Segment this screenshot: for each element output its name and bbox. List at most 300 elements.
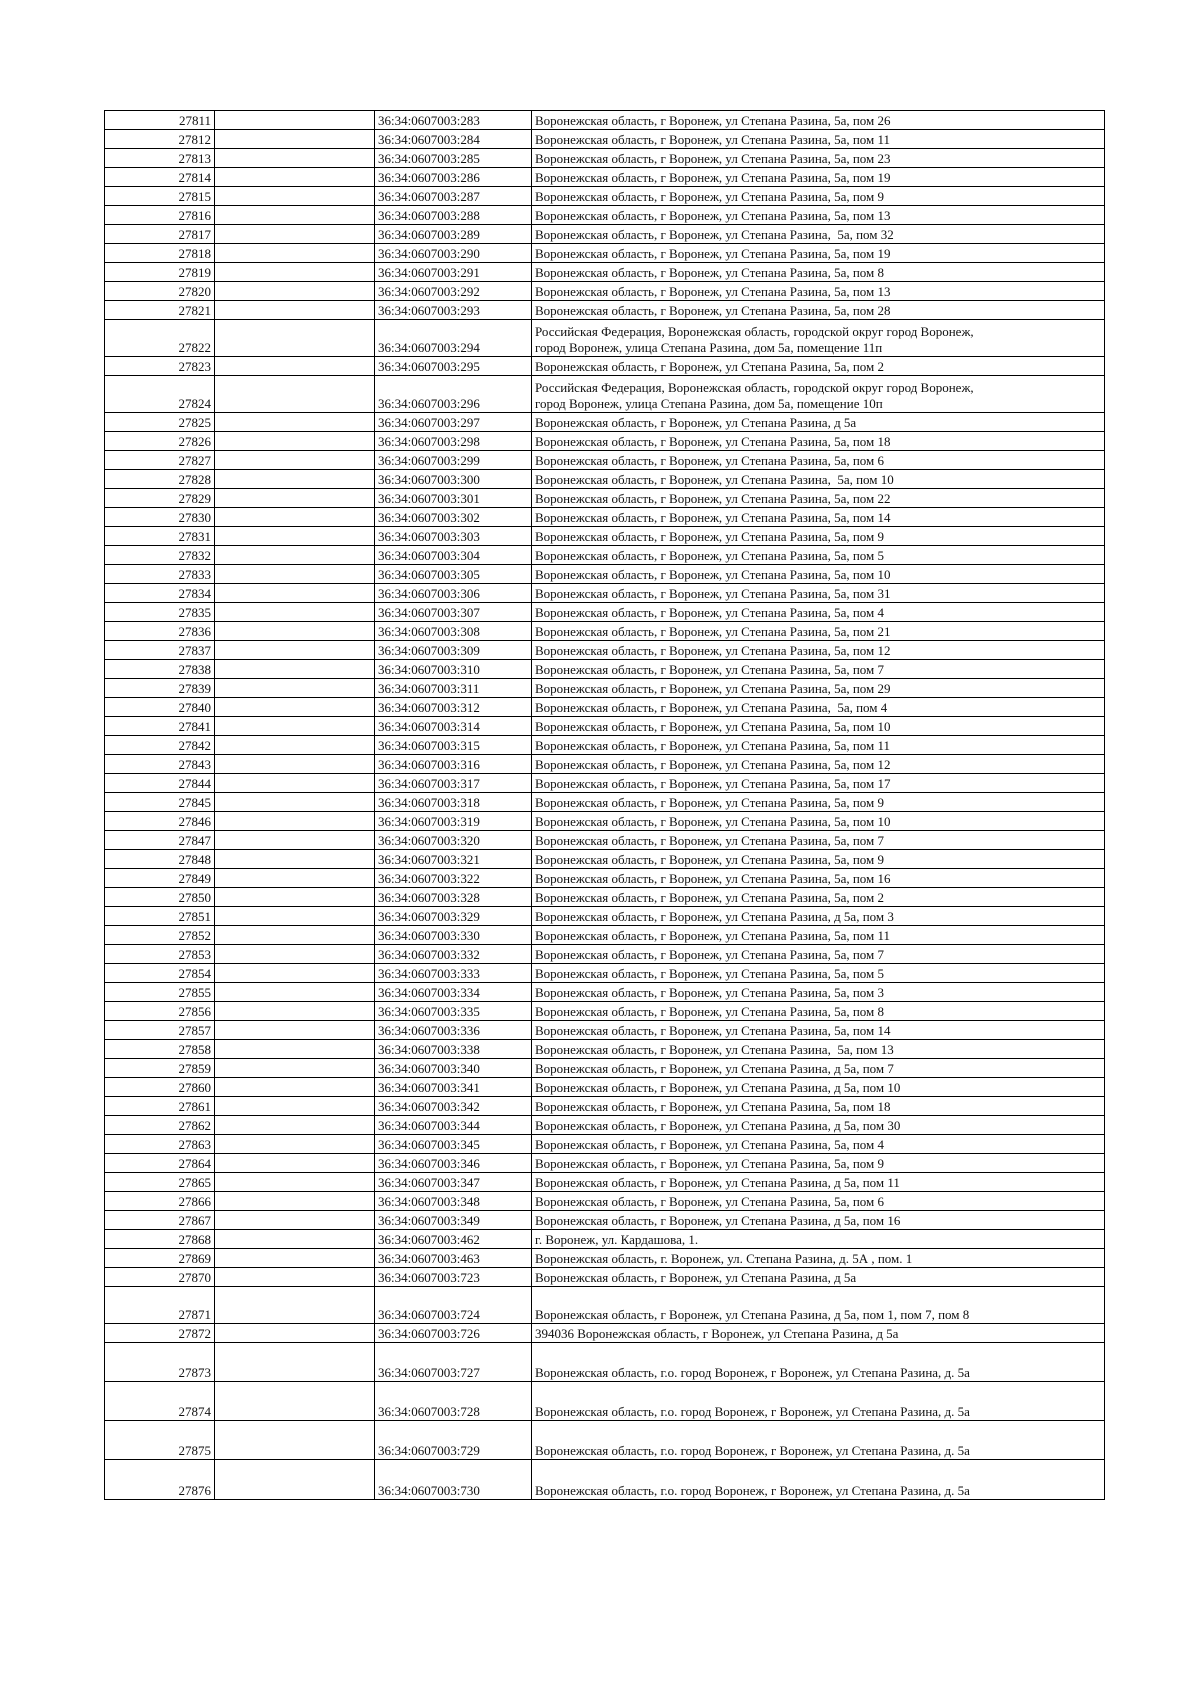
table-row (105, 964, 1105, 983)
cadastral-number-cell: 36:34:0607003:340 (375, 1059, 532, 1078)
empty-cell (215, 1192, 375, 1211)
cadastral-number-cell: 36:34:0607003:347 (375, 1173, 532, 1192)
address-cell: Воронежская область, г Воронеж, ул Степана Разина, 5а, пом 9 (532, 187, 1105, 206)
address-cell: Воронежская область, г Воронеж, ул Степана Разина, 5а, пом 5 (532, 964, 1105, 983)
cadastral-number-cell: 36:34:0607003:311 (375, 679, 532, 698)
table-row (105, 774, 1105, 793)
cadastral-number-cell: 36:34:0607003:302 (375, 508, 532, 527)
row-number-cell: 27871 (105, 1287, 215, 1324)
row-number-cell: 27873 (105, 1343, 215, 1382)
cadastral-number-cell: 36:34:0607003:727 (375, 1343, 532, 1382)
row-number-cell: 27842 (105, 736, 215, 755)
row-number-cell: 27834 (105, 584, 215, 603)
table-row (105, 376, 1105, 413)
address-cell: Воронежская область, г Воронеж, ул Степана Разина, 5а, пом 5 (532, 546, 1105, 565)
row-number-cell: 27826 (105, 432, 215, 451)
address-cell: Российская Федерация, Воронежская область, городской округ город Воронеж, город Воронеж, улица Степана Разина, дом 5а, помещение 11п (532, 320, 1105, 357)
cadastral-number-cell: 36:34:0607003:316 (375, 755, 532, 774)
cadastral-number-cell: 36:34:0607003:292 (375, 282, 532, 301)
row-number-cell: 27857 (105, 1021, 215, 1040)
row-number-cell: 27823 (105, 357, 215, 376)
address-cell: Воронежская область, г Воронеж, ул Степана Разина, 5а, пом 10 (532, 717, 1105, 736)
cadastral-number-cell: 36:34:0607003:288 (375, 206, 532, 225)
cadastral-number-cell: 36:34:0607003:300 (375, 470, 532, 489)
address-cell: Воронежская область, г Воронеж, ул Степана Разина, 5а, пом 11 (532, 736, 1105, 755)
empty-cell (215, 168, 375, 187)
row-number-cell: 27812 (105, 130, 215, 149)
empty-cell (215, 225, 375, 244)
row-number-cell: 27845 (105, 793, 215, 812)
row-number-cell: 27824 (105, 376, 215, 413)
table-row (105, 869, 1105, 888)
row-number-cell: 27831 (105, 527, 215, 546)
empty-cell (215, 320, 375, 357)
empty-cell (215, 641, 375, 660)
row-number-cell: 27815 (105, 187, 215, 206)
address-cell: Воронежская область, г Воронеж, ул Степана Разина, д 5а, пом 30 (532, 1116, 1105, 1135)
table-row (105, 149, 1105, 168)
table-row (105, 926, 1105, 945)
address-cell: Воронежская область, г.о. город Воронеж, г Воронеж, ул Степана Разина, д. 5а (532, 1343, 1105, 1382)
address-cell: Воронежская область, г Воронеж, ул Степана Разина, 5а, пом 13 (532, 282, 1105, 301)
address-cell: Воронежская область, г Воронеж, ул Степана Разина, 5а, пом 13 (532, 1040, 1105, 1059)
row-number-cell: 27863 (105, 1135, 215, 1154)
empty-cell (215, 926, 375, 945)
row-number-cell: 27861 (105, 1097, 215, 1116)
table-row (105, 1021, 1105, 1040)
table-row (105, 907, 1105, 926)
cadastral-number-cell: 36:34:0607003:726 (375, 1324, 532, 1343)
row-number-cell: 27843 (105, 755, 215, 774)
empty-cell (215, 282, 375, 301)
cadastral-number-cell: 36:34:0607003:329 (375, 907, 532, 926)
address-cell: Воронежская область, г Воронеж, ул Степана Разина, 5а, пом 18 (532, 432, 1105, 451)
cadastral-number-cell: 36:34:0607003:306 (375, 584, 532, 603)
empty-cell (215, 793, 375, 812)
address-cell: Воронежская область, г Воронеж, ул Степана Разина, 5а, пом 8 (532, 1002, 1105, 1021)
empty-cell (215, 679, 375, 698)
row-number-cell: 27868 (105, 1230, 215, 1249)
row-number-cell: 27852 (105, 926, 215, 945)
row-number-cell: 27811 (105, 111, 215, 130)
address-cell: Воронежская область, г Воронеж, ул Степана Разина, 5а, пом 14 (532, 1021, 1105, 1040)
address-cell: Воронежская область, г Воронеж, ул Степана Разина, 5а, пом 9 (532, 793, 1105, 812)
address-cell: 394036 Воронежская область, г Воронеж, ул Степана Разина, д 5а (532, 1324, 1105, 1343)
row-number-cell: 27814 (105, 168, 215, 187)
cadastral-number-cell: 36:34:0607003:310 (375, 660, 532, 679)
table-row (105, 736, 1105, 755)
empty-cell (215, 584, 375, 603)
row-number-cell: 27864 (105, 1154, 215, 1173)
table-row (105, 1059, 1105, 1078)
table-row (105, 1324, 1105, 1343)
cadastral-number-cell: 36:34:0607003:283 (375, 111, 532, 130)
address-cell: Воронежская область, г Воронеж, ул Степана Разина, 5а, пом 9 (532, 850, 1105, 869)
row-number-cell: 27860 (105, 1078, 215, 1097)
table-row (105, 717, 1105, 736)
table-row (105, 111, 1105, 130)
address-cell: Воронежская область, г.о. город Воронеж, г Воронеж, ул Степана Разина, д. 5а (532, 1460, 1105, 1500)
row-number-cell: 27856 (105, 1002, 215, 1021)
address-cell: Воронежская область, г Воронеж, ул Степана Разина, 5а, пом 7 (532, 831, 1105, 850)
table-row (105, 812, 1105, 831)
table-row (105, 1078, 1105, 1097)
address-cell: Воронежская область, г. Воронеж, ул. Степана Разина, д. 5А , пом. 1 (532, 1249, 1105, 1268)
address-cell: Воронежская область, г Воронеж, ул Степана Разина, 5а, пом 10 (532, 470, 1105, 489)
cadastral-number-cell: 36:34:0607003:286 (375, 168, 532, 187)
cadastral-number-cell: 36:34:0607003:318 (375, 793, 532, 812)
table-row (105, 1211, 1105, 1230)
table-row (105, 1002, 1105, 1021)
empty-cell (215, 983, 375, 1002)
cadastral-number-cell: 36:34:0607003:319 (375, 812, 532, 831)
table-row (105, 1460, 1105, 1500)
empty-cell (215, 1324, 375, 1343)
row-number-cell: 27874 (105, 1382, 215, 1421)
empty-cell (215, 1382, 375, 1421)
cadastral-number-cell: 36:34:0607003:293 (375, 301, 532, 320)
table-row (105, 603, 1105, 622)
table-row (105, 282, 1105, 301)
address-cell: Российская Федерация, Воронежская область, городской округ город Воронеж, город Воронеж, улица Степана Разина, дом 5а, помещение 10п (532, 376, 1105, 413)
cadastral-number-cell: 36:34:0607003:307 (375, 603, 532, 622)
empty-cell (215, 1268, 375, 1287)
cadastral-number-cell: 36:34:0607003:289 (375, 225, 532, 244)
empty-cell (215, 888, 375, 907)
cadastral-number-cell: 36:34:0607003:330 (375, 926, 532, 945)
cadastral-number-cell: 36:34:0607003:295 (375, 357, 532, 376)
empty-cell (215, 470, 375, 489)
row-number-cell: 27866 (105, 1192, 215, 1211)
table-row (105, 945, 1105, 964)
cadastral-number-cell: 36:34:0607003:321 (375, 850, 532, 869)
cadastral-number-cell: 36:34:0607003:335 (375, 1002, 532, 1021)
cadastral-number-cell: 36:34:0607003:723 (375, 1268, 532, 1287)
address-cell: Воронежская область, г Воронеж, ул Степана Разина, 5а, пом 17 (532, 774, 1105, 793)
row-number-cell: 27816 (105, 206, 215, 225)
row-number-cell: 27828 (105, 470, 215, 489)
address-cell: Воронежская область, г Воронеж, ул Степана Разина, 5а, пом 4 (532, 698, 1105, 717)
row-number-cell: 27819 (105, 263, 215, 282)
table-row (105, 225, 1105, 244)
row-number-cell: 27813 (105, 149, 215, 168)
cadastral-number-cell: 36:34:0607003:299 (375, 451, 532, 470)
row-number-cell: 27862 (105, 1116, 215, 1135)
empty-cell (215, 130, 375, 149)
empty-cell (215, 1116, 375, 1135)
empty-cell (215, 831, 375, 850)
row-number-cell: 27851 (105, 907, 215, 926)
table-row (105, 793, 1105, 812)
table-row (105, 831, 1105, 850)
cadastral-number-cell: 36:34:0607003:346 (375, 1154, 532, 1173)
empty-cell (215, 1021, 375, 1040)
cadastral-number-cell: 36:34:0607003:334 (375, 983, 532, 1002)
table-row (105, 1230, 1105, 1249)
address-cell: Воронежская область, г Воронеж, ул Степана Разина, 5а, пом 9 (532, 527, 1105, 546)
cadastral-number-cell: 36:34:0607003:291 (375, 263, 532, 282)
cadastral-number-cell: 36:34:0607003:333 (375, 964, 532, 983)
empty-cell (215, 1249, 375, 1268)
table-row (105, 527, 1105, 546)
table-row (105, 1154, 1105, 1173)
row-number-cell: 27844 (105, 774, 215, 793)
row-number-cell: 27855 (105, 983, 215, 1002)
empty-cell (215, 489, 375, 508)
cadastral-number-cell: 36:34:0607003:332 (375, 945, 532, 964)
empty-cell (215, 869, 375, 888)
row-number-cell: 27869 (105, 1249, 215, 1268)
cadastral-number-cell: 36:34:0607003:724 (375, 1287, 532, 1324)
table-row (105, 1268, 1105, 1287)
table-row (105, 413, 1105, 432)
empty-cell (215, 1154, 375, 1173)
empty-cell (215, 1078, 375, 1097)
table-row (105, 130, 1105, 149)
cadastral-number-cell: 36:34:0607003:305 (375, 565, 532, 584)
table-row (105, 432, 1105, 451)
address-cell: Воронежская область, г Воронеж, ул Степана Разина, 5а, пом 11 (532, 926, 1105, 945)
empty-cell (215, 660, 375, 679)
cadastral-number-cell: 36:34:0607003:345 (375, 1135, 532, 1154)
cadastral-number-cell: 36:34:0607003:303 (375, 527, 532, 546)
table-row (105, 983, 1105, 1002)
address-cell: Воронежская область, г Воронеж, ул Степана Разина, 5а, пом 13 (532, 206, 1105, 225)
table-row (105, 1173, 1105, 1192)
row-number-cell: 27839 (105, 679, 215, 698)
table-row (105, 206, 1105, 225)
empty-cell (215, 413, 375, 432)
address-cell: Воронежская область, г Воронеж, ул Степана Разина, д 5а, пом 7 (532, 1059, 1105, 1078)
empty-cell (215, 432, 375, 451)
row-number-cell: 27853 (105, 945, 215, 964)
table-row (105, 357, 1105, 376)
empty-cell (215, 263, 375, 282)
empty-cell (215, 812, 375, 831)
row-number-cell: 27832 (105, 546, 215, 565)
cadastral-number-cell: 36:34:0607003:314 (375, 717, 532, 736)
address-cell: Воронежская область, г Воронеж, ул Степана Разина, 5а, пом 2 (532, 888, 1105, 907)
row-number-cell: 27848 (105, 850, 215, 869)
row-number-cell: 27825 (105, 413, 215, 432)
empty-cell (215, 1097, 375, 1116)
empty-cell (215, 1135, 375, 1154)
cadastral-number-cell: 36:34:0607003:322 (375, 869, 532, 888)
table-row (105, 301, 1105, 320)
cadastral-number-cell: 36:34:0607003:309 (375, 641, 532, 660)
table-row (105, 850, 1105, 869)
address-cell: Воронежская область, г Воронеж, ул Степана Разина, д 5а (532, 1268, 1105, 1287)
cadastral-number-cell: 36:34:0607003:285 (375, 149, 532, 168)
table-row (105, 1097, 1105, 1116)
table-row (105, 660, 1105, 679)
table-row (105, 1287, 1105, 1324)
cadastral-number-cell: 36:34:0607003:462 (375, 1230, 532, 1249)
address-cell: Воронежская область, г Воронеж, ул Степана Разина, д 5а, пом 10 (532, 1078, 1105, 1097)
empty-cell (215, 527, 375, 546)
address-cell: Воронежская область, г Воронеж, ул Степана Разина, д 5а (532, 413, 1105, 432)
cadastral-number-cell: 36:34:0607003:320 (375, 831, 532, 850)
address-cell: Воронежская область, г Воронеж, ул Степана Разина, 5а, пом 4 (532, 603, 1105, 622)
property-register-table (104, 110, 1105, 1500)
address-cell: Воронежская область, г Воронеж, ул Степана Разина, 5а, пом 18 (532, 1097, 1105, 1116)
row-number-cell: 27833 (105, 565, 215, 584)
cadastral-number-cell: 36:34:0607003:308 (375, 622, 532, 641)
empty-cell (215, 850, 375, 869)
row-number-cell: 27837 (105, 641, 215, 660)
address-cell: Воронежская область, г Воронеж, ул Степана Разина, 5а, пом 7 (532, 660, 1105, 679)
row-number-cell: 27847 (105, 831, 215, 850)
table-row (105, 1040, 1105, 1059)
address-cell: Воронежская область, г Воронеж, ул Степана Разина, 5а, пом 8 (532, 263, 1105, 282)
table-row (105, 698, 1105, 717)
table-row (105, 470, 1105, 489)
cadastral-number-cell: 36:34:0607003:317 (375, 774, 532, 793)
row-number-cell: 27875 (105, 1421, 215, 1460)
empty-cell (215, 1230, 375, 1249)
cadastral-number-cell: 36:34:0607003:348 (375, 1192, 532, 1211)
row-number-cell: 27867 (105, 1211, 215, 1230)
row-number-cell: 27817 (105, 225, 215, 244)
cadastral-number-cell: 36:34:0607003:338 (375, 1040, 532, 1059)
table-row (105, 489, 1105, 508)
table-row (105, 584, 1105, 603)
table-row (105, 888, 1105, 907)
cadastral-number-cell: 36:34:0607003:284 (375, 130, 532, 149)
empty-cell (215, 717, 375, 736)
cadastral-number-cell: 36:34:0607003:463 (375, 1249, 532, 1268)
row-number-cell: 27820 (105, 282, 215, 301)
table-row (105, 1421, 1105, 1460)
table-row (105, 546, 1105, 565)
empty-cell (215, 206, 375, 225)
cadastral-number-cell: 36:34:0607003:349 (375, 1211, 532, 1230)
address-cell: Воронежская область, г.о. город Воронеж, г Воронеж, ул Степана Разина, д. 5а (532, 1421, 1105, 1460)
cadastral-number-cell: 36:34:0607003:729 (375, 1421, 532, 1460)
row-number-cell: 27827 (105, 451, 215, 470)
address-cell: Воронежская область, г Воронеж, ул Степана Разина, 5а, пом 32 (532, 225, 1105, 244)
empty-cell (215, 357, 375, 376)
table-row (105, 1135, 1105, 1154)
address-cell: Воронежская область, г Воронеж, ул Степана Разина, 5а, пом 10 (532, 565, 1105, 584)
address-cell: Воронежская область, г Воронеж, ул Степана Разина, 5а, пом 21 (532, 622, 1105, 641)
table-row (105, 1382, 1105, 1421)
empty-cell (215, 301, 375, 320)
table-row (105, 451, 1105, 470)
address-cell: Воронежская область, г Воронеж, ул Степана Разина, 5а, пом 16 (532, 869, 1105, 888)
empty-cell (215, 1040, 375, 1059)
table-row (105, 1249, 1105, 1268)
address-cell: Воронежская область, г Воронеж, ул Степана Разина, 5а, пом 29 (532, 679, 1105, 698)
address-cell: Воронежская область, г Воронеж, ул Степана Разина, 5а, пом 6 (532, 451, 1105, 470)
address-cell: Воронежская область, г Воронеж, ул Степана Разина, 5а, пом 10 (532, 812, 1105, 831)
empty-cell (215, 1460, 375, 1500)
row-number-cell: 27846 (105, 812, 215, 831)
cadastral-number-cell: 36:34:0607003:328 (375, 888, 532, 907)
row-number-cell: 27858 (105, 1040, 215, 1059)
table-row (105, 1192, 1105, 1211)
table-row (105, 1343, 1105, 1382)
table-row (105, 565, 1105, 584)
empty-cell (215, 774, 375, 793)
row-number-cell: 27849 (105, 869, 215, 888)
table-row (105, 187, 1105, 206)
empty-cell (215, 1343, 375, 1382)
empty-cell (215, 111, 375, 130)
table-row (105, 168, 1105, 187)
row-number-cell: 27841 (105, 717, 215, 736)
table-row (105, 320, 1105, 357)
address-cell: Воронежская область, г Воронеж, ул Степана Разина, 5а, пом 4 (532, 1135, 1105, 1154)
table-row (105, 679, 1105, 698)
address-cell: Воронежская область, г Воронеж, ул Степана Разина, 5а, пом 23 (532, 149, 1105, 168)
empty-cell (215, 508, 375, 527)
empty-cell (215, 376, 375, 413)
address-cell: Воронежская область, г Воронеж, ул Степана Разина, 5а, пом 2 (532, 357, 1105, 376)
empty-cell (215, 603, 375, 622)
table-row (105, 1116, 1105, 1135)
row-number-cell: 27876 (105, 1460, 215, 1500)
address-cell: Воронежская область, г Воронеж, ул Степана Разина, 5а, пом 22 (532, 489, 1105, 508)
address-cell: Воронежская область, г Воронеж, ул Степана Разина, 5а, пом 9 (532, 1154, 1105, 1173)
cadastral-number-cell: 36:34:0607003:296 (375, 376, 532, 413)
row-number-cell: 27830 (105, 508, 215, 527)
table-row (105, 244, 1105, 263)
empty-cell (215, 1059, 375, 1078)
address-cell: Воронежская область, г Воронеж, ул Степана Разина, 5а, пом 19 (532, 168, 1105, 187)
empty-cell (215, 1002, 375, 1021)
address-cell: Воронежская область, г.о. город Воронеж, г Воронеж, ул Степана Разина, д. 5а (532, 1382, 1105, 1421)
cadastral-number-cell: 36:34:0607003:730 (375, 1460, 532, 1500)
empty-cell (215, 622, 375, 641)
address-cell: Воронежская область, г Воронеж, ул Степана Разина, 5а, пом 26 (532, 111, 1105, 130)
empty-cell (215, 149, 375, 168)
address-cell: Воронежская область, г Воронеж, ул Степана Разина, 5а, пом 14 (532, 508, 1105, 527)
cadastral-number-cell: 36:34:0607003:312 (375, 698, 532, 717)
empty-cell (215, 565, 375, 584)
table-row (105, 755, 1105, 774)
address-cell: Воронежская область, г Воронеж, ул Степана Разина, 5а, пом 7 (532, 945, 1105, 964)
row-number-cell: 27865 (105, 1173, 215, 1192)
table-row (105, 641, 1105, 660)
cadastral-number-cell: 36:34:0607003:336 (375, 1021, 532, 1040)
table-row (105, 508, 1105, 527)
row-number-cell: 27859 (105, 1059, 215, 1078)
row-number-cell: 27854 (105, 964, 215, 983)
cadastral-number-cell: 36:34:0607003:342 (375, 1097, 532, 1116)
cadastral-number-cell: 36:34:0607003:298 (375, 432, 532, 451)
cadastral-number-cell: 36:34:0607003:297 (375, 413, 532, 432)
empty-cell (215, 964, 375, 983)
address-cell: Воронежская область, г Воронеж, ул Степана Разина, д 5а, пом 11 (532, 1173, 1105, 1192)
empty-cell (215, 187, 375, 206)
address-cell: Воронежская область, г Воронеж, ул Степана Разина, 5а, пом 6 (532, 1192, 1105, 1211)
register-body (105, 111, 1105, 1500)
cadastral-number-cell: 36:34:0607003:301 (375, 489, 532, 508)
empty-cell (215, 1421, 375, 1460)
cadastral-number-cell: 36:34:0607003:290 (375, 244, 532, 263)
empty-cell (215, 907, 375, 926)
address-cell: Воронежская область, г Воронеж, ул Степана Разина, 5а, пом 3 (532, 983, 1105, 1002)
cadastral-number-cell: 36:34:0607003:304 (375, 546, 532, 565)
empty-cell (215, 736, 375, 755)
row-number-cell: 27836 (105, 622, 215, 641)
address-cell: Воронежская область, г Воронеж, ул Степана Разина, д 5а, пом 3 (532, 907, 1105, 926)
table-row (105, 622, 1105, 641)
address-cell: Воронежская область, г Воронеж, ул Степана Разина, 5а, пом 19 (532, 244, 1105, 263)
cadastral-number-cell: 36:34:0607003:315 (375, 736, 532, 755)
row-number-cell: 27818 (105, 244, 215, 263)
